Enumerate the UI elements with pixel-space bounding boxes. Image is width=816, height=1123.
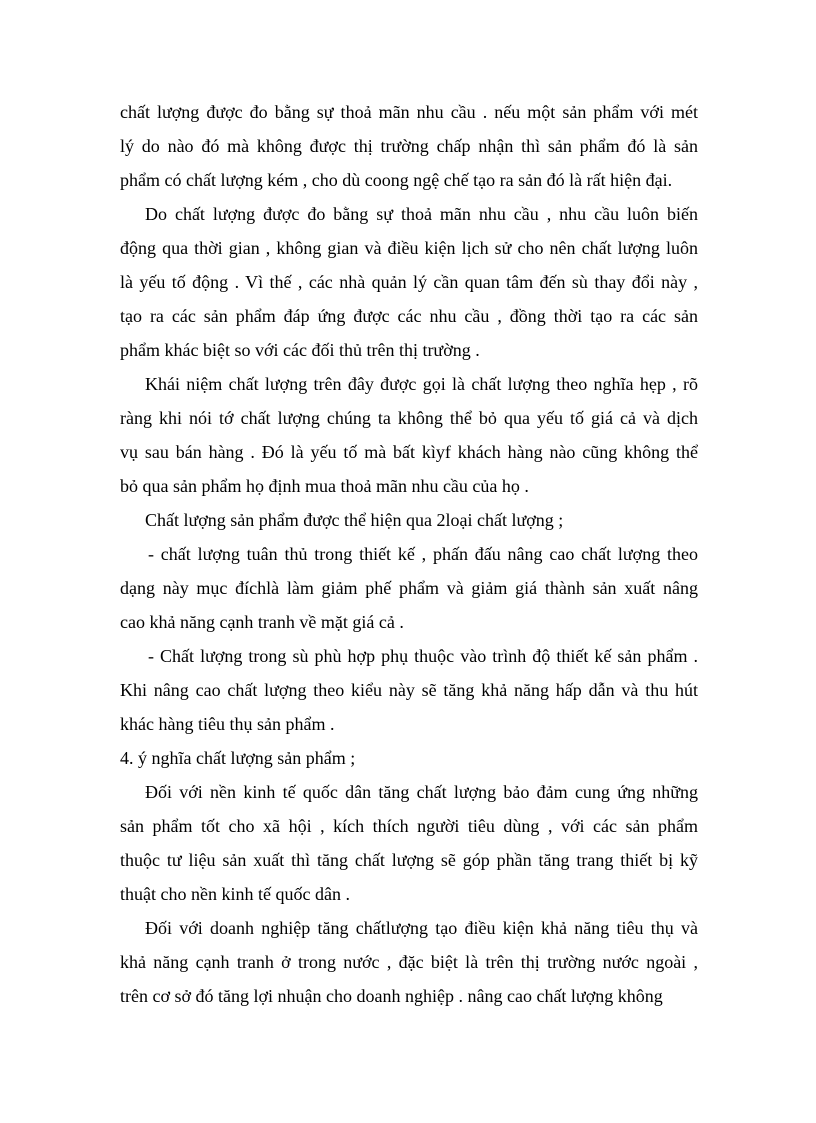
- text-line: động qua thời gian , không gian và điều kiện lịch sử cho nên chất lượng luôn: [120, 238, 698, 258]
- paragraph-first-line: Chất lượng sản phẩm được thể hiện qua 2loại chất lượng ;: [145, 510, 564, 530]
- text-line: thuật cho nền kinh tế quốc dân .: [120, 884, 350, 904]
- text-line: chất lượng được đo bằng sự thoả mãn nhu cầu . nếu một sản phẩm với mét: [120, 102, 698, 122]
- text-line: khác hàng tiêu thụ sản phẩm .: [120, 714, 335, 734]
- paragraph-first-line: - chất lượng tuân thủ trong thiết kế , phấn đấu nâng cao chất lượng theo: [148, 544, 698, 564]
- text-line: Khi nâng cao chất lượng theo kiểu này sẽ tăng khả năng hấp dẫn và thu hút: [120, 680, 698, 700]
- text-line: bỏ qua sản phẩm họ định mua thoả mãn nhu cầu của họ .: [120, 476, 529, 496]
- text-line: dạng này mục đíchlà làm giảm phế phẩm và giảm giá thành sản xuất nâng: [120, 578, 698, 598]
- paragraph-first-line: - Chất lượng trong sù phù hợp phụ thuộc vào trình độ thiết kế sản phẩm .: [148, 646, 698, 666]
- text-line: phẩm khác biệt so với các đối thủ trên thị trường .: [120, 340, 480, 360]
- text-line: là yếu tố động . Vì thế , các nhà quản lý cần quan tâm đến sù thay đổi này ,: [120, 272, 698, 292]
- text-line: vụ sau bán hàng . Đó là yếu tố mà bất kìyf khách hàng nào cũng không thể: [120, 442, 698, 462]
- text-line: khả năng cạnh tranh ở trong nước , đặc biệt là trên thị trường nước ngoài ,: [120, 952, 698, 972]
- text-line: ràng khi nói tớ chất lượng chúng ta không thể bỏ qua yếu tố giá cả và dịch: [120, 408, 698, 428]
- text-line: tạo ra các sản phẩm đáp ứng được các nhu cầu , đồng thời tạo ra các sản: [120, 306, 698, 326]
- text-line: thuộc tư liệu sản xuất thì tăng chất lượng sẽ góp phần tăng trang thiết bị kỹ: [120, 850, 698, 870]
- text-line: sản phẩm tốt cho xã hội , kích thích người tiêu dùng , với các sản phẩm: [120, 816, 698, 836]
- text-line: cao khả năng cạnh tranh về mặt giá cả .: [120, 612, 404, 632]
- text-line: lý do nào đó mà không được thị trường chấp nhận thì sản phẩm đó là sản: [120, 136, 698, 156]
- text-line: phẩm có chất lượng kém , cho dù coong ngệ chế tạo ra sản đó là rất hiện đại.: [120, 170, 673, 190]
- paragraph-first-line: Đối với doanh nghiệp tăng chấtlượng tạo điều kiện khả năng tiêu thụ và: [145, 918, 698, 938]
- paragraph-first-line: Do chất lượng được đo bằng sự thoả mãn nhu cầu , nhu cầu luôn biến: [145, 204, 698, 224]
- text-line: trên cơ sở đó tăng lợi nhuận cho doanh nghiệp . nâng cao chất lượng không: [120, 986, 663, 1006]
- paragraph-first-line: Đối với nền kinh tế quốc dân tăng chất lượng bảo đảm cung ứng những: [145, 782, 698, 802]
- section-heading: 4. ý nghĩa chất lượng sản phẩm ;: [120, 748, 356, 768]
- paragraph-first-line: Khái niệm chất lượng trên đây được gọi là chất lượng theo nghĩa hẹp , rõ: [145, 374, 698, 394]
